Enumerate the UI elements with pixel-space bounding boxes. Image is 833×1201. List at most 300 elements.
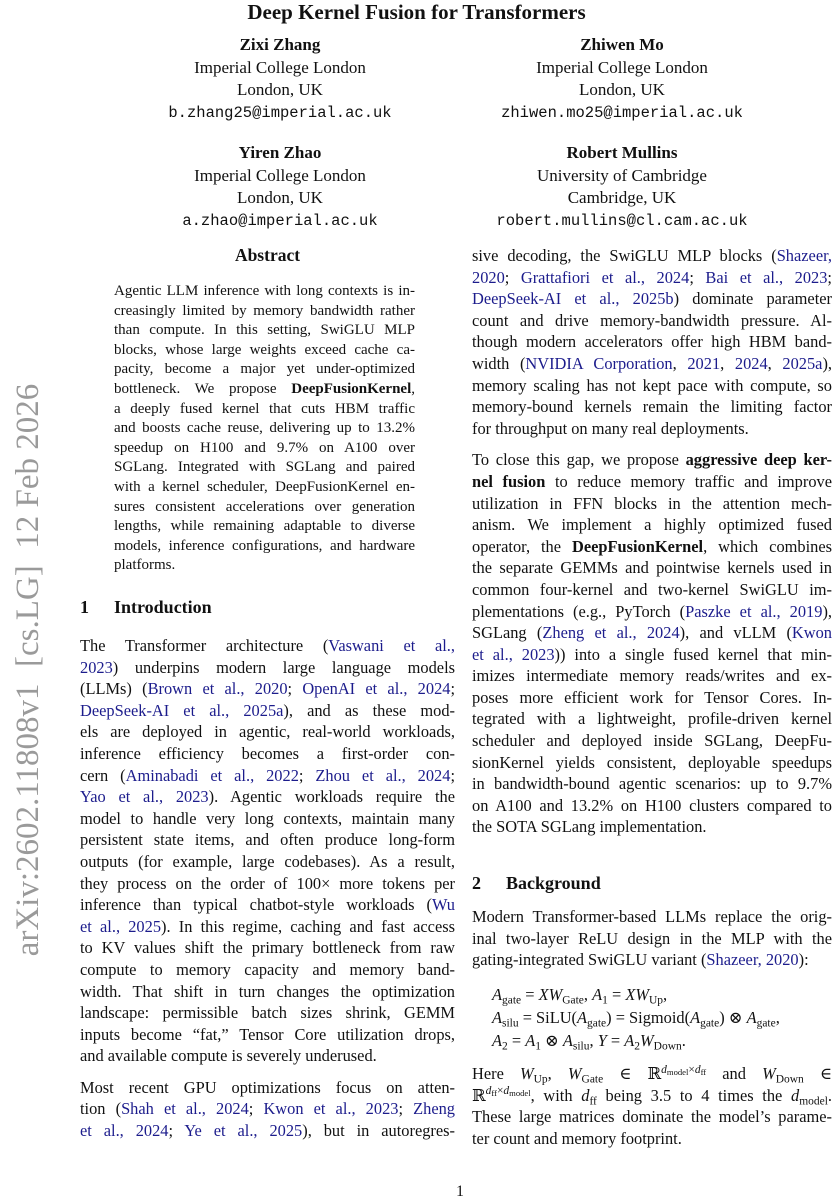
text-line bbox=[80, 981, 455, 1003]
text-line bbox=[472, 773, 832, 795]
text-segment: imizes intermediate memory reads/writes and ex- bbox=[472, 666, 832, 686]
author-affiliation: Imperial College London bbox=[536, 57, 708, 77]
text-line bbox=[472, 1085, 832, 1107]
citation-link[interactable]: Brown et al., 2020 bbox=[147, 679, 288, 699]
text-segment: These large matrices dominate the model’s parame- bbox=[472, 1107, 832, 1127]
text-segment: and boosts cache reuse, delivering up to 13.2% bbox=[114, 420, 415, 437]
text-line bbox=[472, 906, 832, 928]
text-segment: bottleneck. We propose bbox=[114, 380, 292, 397]
text-segment: , bbox=[767, 353, 783, 373]
text-line bbox=[472, 795, 832, 817]
text-segment: persistent state items, and often produce long-form bbox=[80, 830, 455, 850]
math-subscript: model bbox=[799, 1095, 828, 1108]
math-subscript: model bbox=[509, 1088, 531, 1099]
text-segment: ; bbox=[248, 1099, 264, 1119]
math-subscript: Up bbox=[533, 1073, 548, 1086]
citation-link[interactable]: Bai et al., 2023 bbox=[705, 267, 828, 287]
text-segment: , which combines bbox=[703, 536, 832, 556]
math-symbol: A bbox=[577, 1008, 588, 1027]
author-email[interactable]: b.zhang25@imperial.ac.uk bbox=[168, 103, 392, 122]
citation-link[interactable]: Grattafiori et al., 2024 bbox=[520, 267, 690, 287]
math-symbol: W bbox=[762, 1064, 776, 1083]
text-line bbox=[114, 458, 415, 478]
text-line bbox=[114, 282, 415, 302]
text-line bbox=[472, 267, 832, 289]
text-line bbox=[80, 873, 455, 895]
text-segment: × bbox=[496, 1085, 504, 1098]
text-line bbox=[80, 635, 455, 657]
text-line bbox=[472, 310, 832, 332]
author-block bbox=[452, 142, 792, 232]
text-line bbox=[472, 1106, 832, 1128]
text-segment: model to handle very long contexts, maintain many bbox=[80, 808, 455, 828]
text-segment: ), bbox=[822, 353, 833, 373]
text-segment: ; bbox=[450, 765, 455, 785]
text-segment: width ( bbox=[472, 353, 526, 373]
text-line bbox=[472, 816, 832, 838]
citation-link[interactable]: DeepSeek-AI et al., 2025b bbox=[472, 289, 674, 309]
text-line bbox=[114, 360, 415, 380]
author-email[interactable]: a.zhao@imperial.ac.uk bbox=[182, 211, 378, 230]
citation-link[interactable]: 2024 bbox=[734, 353, 768, 373]
math-symbol: XW bbox=[538, 985, 563, 1004]
math-symbol: Y bbox=[597, 1031, 607, 1050]
text-line bbox=[472, 644, 832, 666]
text-line bbox=[472, 665, 832, 687]
author-name: Zhiwen Mo bbox=[580, 35, 664, 54]
text-segment: = SiLU( bbox=[518, 1008, 578, 1027]
text-segment: on A100 and 13.2% on H100 clusters compared to bbox=[472, 795, 832, 815]
section-heading-introduction bbox=[80, 596, 212, 618]
citation-link[interactable]: Kwon bbox=[791, 623, 832, 643]
text-line bbox=[472, 622, 832, 644]
text-segment: ). Agentic workloads require the bbox=[208, 787, 456, 807]
author-location: London, UK bbox=[579, 80, 665, 99]
text-segment: sive decoding, the SwiGLU MLP blocks ( bbox=[472, 246, 777, 265]
abstract-heading: Abstract bbox=[234, 245, 301, 265]
text-segment: , bbox=[720, 353, 735, 373]
text-line bbox=[80, 937, 455, 959]
math-subscript: gate bbox=[502, 994, 522, 1007]
math-symbol: A bbox=[525, 1031, 536, 1050]
math-symbol: d bbox=[694, 1063, 701, 1076]
citation-link[interactable]: 2020 bbox=[472, 267, 505, 287]
text-line bbox=[114, 321, 415, 341]
abstract-body bbox=[114, 282, 415, 576]
citation-link[interactable]: et al., 2024 bbox=[80, 1121, 169, 1141]
text-segment: memory scaling has not kept pace with compute, so bbox=[472, 375, 832, 395]
text-line bbox=[472, 687, 832, 709]
author-block bbox=[452, 34, 792, 124]
left-column-text bbox=[80, 635, 455, 1152]
text-segment: compute to memory capacity and memory band- bbox=[80, 959, 455, 979]
math-subscript: ff bbox=[589, 1095, 597, 1108]
text-segment: )) into a single fused kernel that min- bbox=[554, 644, 832, 664]
author-location: London, UK bbox=[237, 188, 323, 207]
text-segment: ) underpins modern large language models bbox=[112, 657, 455, 677]
citation-link[interactable]: Aminabadi et al., 2022 bbox=[125, 765, 299, 785]
section-heading-background bbox=[472, 872, 601, 894]
right-column-text bbox=[472, 245, 832, 848]
text-line bbox=[472, 471, 832, 493]
citation-link[interactable]: Zheng bbox=[413, 1099, 455, 1119]
author-block bbox=[110, 34, 450, 124]
paragraph bbox=[472, 245, 832, 439]
paragraph bbox=[80, 635, 455, 1067]
bold-text: DeepFusionKernel bbox=[571, 536, 704, 556]
text-segment: inputs become “fat,” Tensor Core utilization drops, bbox=[80, 1024, 455, 1044]
text-segment: , bbox=[775, 1008, 780, 1027]
math-symbol: d bbox=[503, 1085, 510, 1098]
text-segment: ) dominate parameter bbox=[673, 289, 832, 309]
text-segment: lengths, while remaining adaptable to diverse bbox=[114, 518, 415, 535]
text-line bbox=[114, 380, 415, 400]
math-symbol: d bbox=[485, 1085, 492, 1098]
text-line bbox=[80, 786, 455, 808]
text-segment: ), and as these mod- bbox=[283, 700, 455, 720]
math-subscript: Down bbox=[775, 1073, 804, 1086]
text-segment: outputs (for example, large codebases). As a result, bbox=[80, 851, 455, 871]
math-subscript: 1 bbox=[535, 1040, 541, 1053]
text-segment: ; bbox=[287, 679, 303, 699]
citation-link[interactable]: 2023 bbox=[80, 657, 113, 677]
paragraph bbox=[472, 906, 832, 971]
text-segment: ), but in autoregres- bbox=[302, 1121, 455, 1141]
text-segment: , bbox=[583, 985, 593, 1004]
citation-link[interactable]: et al., 2025 bbox=[80, 916, 162, 936]
text-segment: ; bbox=[168, 1121, 185, 1141]
citation-link[interactable]: Kwon et al., 2023 bbox=[263, 1099, 399, 1119]
text-line bbox=[80, 1024, 455, 1046]
text-line bbox=[80, 808, 455, 830]
citation-link[interactable]: Vaswani et al., bbox=[328, 636, 455, 655]
citation-link[interactable]: Yao et al., 2023 bbox=[80, 787, 209, 807]
text-segment: common four-kernel and two-kernel SwiGLU im- bbox=[472, 579, 832, 599]
math-subscript: ff bbox=[700, 1066, 707, 1077]
citation-link[interactable]: Shah et al., 2024 bbox=[121, 1099, 249, 1119]
text-line bbox=[114, 537, 415, 557]
text-segment: being 3.5 to 4 times the bbox=[596, 1085, 792, 1105]
math-symbol: A bbox=[492, 1008, 503, 1027]
text-line bbox=[472, 353, 832, 375]
author-block bbox=[110, 142, 450, 232]
math-symbol: A bbox=[690, 1008, 701, 1027]
text-line bbox=[80, 829, 455, 851]
section-title: Introduction bbox=[114, 597, 212, 617]
text-segment: × bbox=[688, 1063, 695, 1076]
text-segment: ; bbox=[450, 679, 456, 699]
text-line bbox=[472, 514, 832, 536]
text-segment: The Transformer architecture ( bbox=[80, 636, 329, 655]
text-segment: creasingly limited by memory bandwidth rather bbox=[114, 302, 415, 319]
math-symbol: W bbox=[519, 1064, 534, 1083]
text-line bbox=[472, 601, 832, 623]
math-symbol: XW bbox=[625, 985, 649, 1004]
text-segment: tegrated with a lightweight, profile-driven kernel bbox=[472, 709, 832, 729]
author-affiliation: University of Cambridge bbox=[537, 165, 707, 185]
text-segment: , bbox=[547, 1064, 568, 1083]
text-line bbox=[80, 916, 455, 938]
text-line bbox=[472, 375, 832, 397]
math-symbol: d bbox=[791, 1085, 800, 1105]
citation-link[interactable]: Shazeer, 2020 bbox=[706, 950, 799, 970]
text-line bbox=[472, 1063, 832, 1085]
text-segment: plementations (e.g., PyTorch ( bbox=[472, 601, 686, 621]
text-segment: = bbox=[606, 1031, 625, 1050]
text-segment: . bbox=[827, 1085, 832, 1105]
text-segment: than compute. In this setting, SwiGLU MLP bbox=[114, 322, 415, 339]
text-line bbox=[114, 517, 415, 537]
text-segment: tion ( bbox=[80, 1099, 122, 1119]
math-symbol: W bbox=[567, 1064, 582, 1083]
text-line bbox=[472, 579, 832, 601]
swiglu-equations bbox=[472, 983, 832, 1052]
text-line bbox=[80, 1120, 455, 1142]
math-subscript: model bbox=[666, 1066, 689, 1077]
text-segment: to KV values shift the primary bottleneck from raw bbox=[80, 938, 455, 958]
text-segment: Most recent GPU optimizations focus on atten- bbox=[80, 1077, 455, 1097]
text-line bbox=[80, 765, 455, 787]
text-line bbox=[80, 743, 455, 765]
text-segment: Here bbox=[472, 1064, 520, 1083]
text-line bbox=[80, 959, 455, 981]
math-subscript: gate bbox=[587, 1017, 607, 1030]
text-segment: = bbox=[507, 1031, 526, 1050]
text-segment: cern ( bbox=[80, 765, 126, 785]
math-subscript: Up bbox=[648, 994, 664, 1007]
text-segment: pacity, become a major yet under-optimized bbox=[114, 361, 415, 378]
text-segment: ∈ ℝ bbox=[603, 1064, 662, 1083]
text-segment: memory-bound kernels remain the limiting factor bbox=[472, 397, 832, 417]
text-segment: inference than typical chatbot-style workloads ( bbox=[80, 895, 432, 915]
math-symbol: A bbox=[746, 1008, 757, 1027]
text-segment: ∈ bbox=[803, 1064, 833, 1083]
text-segment: ; bbox=[298, 765, 316, 785]
text-line bbox=[114, 556, 415, 576]
text-segment: the SOTA SGLang implementation. bbox=[472, 817, 707, 837]
text-segment: To close this gap, we propose bbox=[472, 450, 686, 470]
author-name: Zixi Zhang bbox=[239, 35, 321, 54]
text-line bbox=[114, 341, 415, 361]
text-line bbox=[114, 498, 415, 518]
math-symbol: A bbox=[562, 1031, 573, 1050]
text-segment: utilization in FFN blocks in the attention mech- bbox=[472, 493, 832, 513]
text-line bbox=[114, 439, 415, 459]
author-affiliation: Imperial College London bbox=[194, 165, 366, 185]
page-number: 1 bbox=[456, 1183, 464, 1200]
math-symbol: W bbox=[640, 1031, 654, 1050]
citation-link[interactable]: Zheng et al., 2024 bbox=[542, 623, 680, 643]
text-segment: ter count and memory footprint. bbox=[472, 1128, 682, 1148]
math-subscript: gate bbox=[700, 1017, 720, 1030]
text-segment: SGLang. Integrated with SGLang and paired bbox=[114, 459, 415, 476]
text-segment: ; bbox=[504, 267, 521, 287]
citation-link[interactable]: 2021 bbox=[687, 353, 721, 373]
text-line bbox=[80, 700, 455, 722]
text-segment: anism. We implement a highly optimized fused bbox=[472, 515, 832, 535]
text-segment: scheduler and deployed inside SGLang, DeepFu- bbox=[472, 731, 832, 751]
bold-text: nel fusion bbox=[472, 471, 546, 491]
math-subscript: Gate bbox=[562, 994, 584, 1007]
text-segment: a deeply fused kernel that cuts HBM traffic bbox=[114, 400, 415, 417]
text-segment: ; bbox=[827, 267, 832, 287]
citation-link[interactable]: Wu bbox=[431, 895, 455, 915]
text-line bbox=[80, 1002, 455, 1024]
text-segment: landscape: permissible batch sizes shrink, GEMM bbox=[80, 1003, 455, 1023]
text-line bbox=[472, 396, 832, 418]
bold-text: aggressive deep ker- bbox=[685, 450, 832, 470]
math-subscript: silu bbox=[572, 1040, 590, 1053]
text-line bbox=[80, 657, 455, 679]
text-segment: platforms. bbox=[114, 557, 176, 574]
citation-link[interactable]: et al., 2023 bbox=[472, 644, 555, 664]
text-segment: = bbox=[521, 985, 539, 1004]
text-segment: for throughput on many real deployments. bbox=[472, 418, 749, 438]
text-line bbox=[80, 851, 455, 873]
citation-link[interactable]: NVIDIA Corporation bbox=[525, 353, 673, 373]
text-segment: ; bbox=[398, 1099, 414, 1119]
citation-link[interactable]: Paszke et al., 2019 bbox=[685, 601, 823, 621]
text-line bbox=[472, 449, 832, 471]
section-number: 2 bbox=[472, 873, 481, 893]
author-email[interactable]: zhiwen.mo25@imperial.ac.uk bbox=[501, 103, 743, 122]
text-line bbox=[114, 419, 415, 439]
text-line bbox=[114, 400, 415, 420]
citation-link[interactable]: 2025a bbox=[782, 353, 823, 373]
math-subscript: 1 bbox=[602, 994, 608, 1007]
text-segment: ℝ bbox=[472, 1085, 486, 1105]
section-title: Background bbox=[506, 873, 601, 893]
text-line bbox=[472, 418, 832, 440]
math-subscript: Gate bbox=[581, 1073, 604, 1086]
math-symbol: A bbox=[592, 985, 603, 1004]
text-segment: ; bbox=[689, 267, 706, 287]
text-segment: count and drive memory-bandwidth pressure. Al- bbox=[472, 310, 832, 330]
text-segment: poses more efficient work for Tensor Cores. In- bbox=[472, 687, 832, 707]
text-segment: operator, the bbox=[472, 536, 572, 556]
text-line bbox=[472, 928, 832, 950]
text-segment: gating-integrated SwiGLU variant ( bbox=[472, 950, 707, 970]
math-superscript bbox=[661, 1064, 706, 1076]
text-segment: ) = Sigmoid( bbox=[606, 1008, 691, 1027]
math-symbol: d bbox=[661, 1063, 667, 1076]
citation-link[interactable]: OpenAI et al., 2024 bbox=[302, 679, 451, 699]
text-segment: , bbox=[663, 985, 668, 1004]
text-segment: and available compute is severely underused. bbox=[80, 1046, 377, 1066]
text-segment: Agentic LLM inference with long contexts is in- bbox=[114, 283, 415, 299]
text-line bbox=[472, 708, 832, 730]
citation-link[interactable]: DeepSeek-AI et al., 2025a bbox=[80, 700, 284, 720]
text-line bbox=[80, 1045, 455, 1067]
text-segment: SGLang ( bbox=[472, 623, 543, 643]
text-segment: , bbox=[411, 380, 415, 397]
text-line bbox=[80, 894, 455, 916]
text-segment: . bbox=[681, 1031, 686, 1050]
author-name: Yiren Zhao bbox=[238, 143, 322, 162]
paper-title: Deep Kernel Fusion for Transformers bbox=[247, 0, 586, 24]
math-subscript: silu bbox=[502, 1017, 519, 1030]
text-segment: , with bbox=[530, 1085, 582, 1105]
citation-link[interactable]: Shazeer, bbox=[776, 246, 832, 265]
text-line bbox=[80, 1077, 455, 1099]
paragraph bbox=[472, 449, 832, 838]
text-line bbox=[472, 245, 832, 267]
text-line bbox=[472, 730, 832, 752]
text-line bbox=[472, 536, 832, 558]
citation-link[interactable]: Zhou et al., 2024 bbox=[315, 765, 451, 785]
text-segment: ), bbox=[822, 601, 832, 621]
text-segment: ). In this regime, caching and fast access bbox=[161, 916, 455, 936]
text-segment: blocks, whose large weights exceed cache ca- bbox=[114, 341, 415, 358]
text-line bbox=[472, 983, 832, 1006]
math-superscript bbox=[486, 1085, 531, 1097]
text-line bbox=[114, 302, 415, 322]
math-symbol: A bbox=[492, 985, 503, 1004]
text-line bbox=[472, 288, 832, 310]
text-segment: Modern Transformer-based LLMs replace the orig- bbox=[472, 907, 832, 926]
text-segment: inal two-layer ReLU design in the MLP with the bbox=[472, 928, 832, 948]
text-line bbox=[472, 752, 832, 774]
math-symbol: A bbox=[492, 1031, 503, 1050]
paragraph bbox=[80, 1077, 455, 1142]
matrix-dimensions-text bbox=[472, 1063, 832, 1159]
citation-link[interactable]: Ye et al., 2025 bbox=[184, 1121, 303, 1141]
text-line bbox=[472, 949, 832, 971]
paragraph bbox=[472, 1063, 832, 1149]
author-name: Robert Mullins bbox=[566, 143, 678, 162]
text-segment: though modern accelerators offer high HBM band- bbox=[472, 332, 832, 352]
author-location: Cambridge, UK bbox=[567, 188, 677, 207]
text-segment: models, inference configurations, and hardware bbox=[114, 537, 415, 554]
text-segment: ), and vLLM ( bbox=[679, 623, 792, 643]
author-affiliation: Imperial College London bbox=[194, 57, 366, 77]
section-number: 1 bbox=[80, 597, 89, 617]
math-subscript: gate bbox=[756, 1017, 776, 1030]
text-segment: inference efficiency becomes a first-order con- bbox=[80, 743, 455, 763]
text-line bbox=[80, 1098, 455, 1120]
text-line bbox=[472, 557, 832, 579]
author-location: London, UK bbox=[237, 80, 323, 99]
text-line bbox=[80, 678, 455, 700]
text-segment: els are deployed in agentic, real-world workloads, bbox=[80, 722, 455, 742]
text-line bbox=[472, 331, 832, 353]
bold-text: DeepFusionKernel bbox=[291, 380, 412, 397]
author-email[interactable]: robert.mullins@cl.cam.ac.uk bbox=[496, 211, 748, 230]
math-symbol: A bbox=[624, 1031, 635, 1050]
math-subscript: 2 bbox=[502, 1040, 508, 1053]
text-line bbox=[472, 1128, 832, 1150]
text-line bbox=[114, 478, 415, 498]
text-segment: and bbox=[706, 1064, 763, 1083]
arxiv-stamp: arXiv:2602.11808v1 [cs.LG] 12 Feb 2026 bbox=[10, 383, 46, 957]
text-segment: the separate GEMMs and pointwise kernels used in bbox=[472, 558, 832, 578]
text-segment: speedup on H100 and 9.7% on A100 over bbox=[114, 439, 415, 456]
text-segment: with a kernel scheduler, DeepFusionKernel en- bbox=[114, 478, 415, 495]
text-line bbox=[472, 1006, 832, 1029]
math-subscript: Down bbox=[653, 1040, 682, 1053]
text-segment: sures consistent accelerations over generation bbox=[114, 498, 415, 515]
text-segment: , bbox=[589, 1031, 598, 1050]
background-text bbox=[472, 906, 832, 981]
text-segment: in bandwidth-bound agentic scenarios: up to 9.7% bbox=[472, 774, 832, 794]
math-symbol: d bbox=[581, 1085, 590, 1105]
text-segment: ): bbox=[798, 950, 809, 970]
text-segment: sionKernel yields consistent, deployable speedups bbox=[472, 752, 832, 772]
text-segment: width. That shift in turn changes the optimization bbox=[80, 981, 455, 1001]
math-subscript: ff bbox=[491, 1088, 497, 1099]
text-segment: , bbox=[672, 353, 688, 373]
text-segment: they process on the order of 100× more tokens per bbox=[80, 873, 455, 893]
